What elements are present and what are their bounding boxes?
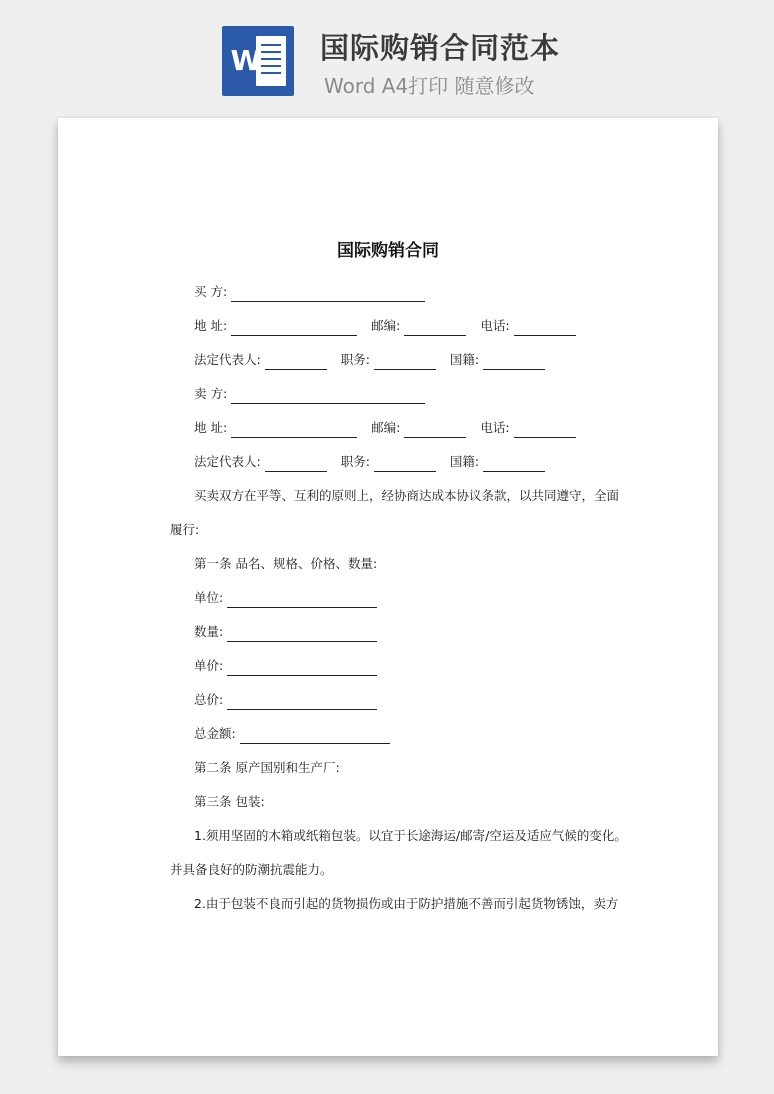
- quantity-label: 数量:: [194, 624, 224, 639]
- seller-address-label: 地 址:: [194, 420, 228, 435]
- total-amount-label: 总金额:: [194, 726, 236, 741]
- seller-phone-blank[interactable]: [514, 423, 576, 438]
- packing-1-line-1: 1.须用坚固的木箱或纸箱包装。以宜于长途海运/邮寄/空运及适应气候的变化。: [194, 828, 627, 843]
- buyer-rep-label: 法定代表人:: [194, 352, 261, 367]
- intro-line-1: 买卖双方在平等、互利的原则上，经协商达成本协议条款，以共同遵守，全面: [194, 488, 620, 503]
- quantity-row: [194, 622, 387, 642]
- article-3-heading: 第三条 包装:: [194, 794, 265, 809]
- buyer-postcode-blank[interactable]: [404, 321, 466, 336]
- seller-nationality-label: 国籍:: [449, 454, 480, 469]
- buyer-nationality-blank[interactable]: [483, 355, 545, 370]
- buyer-address-row: [194, 316, 586, 336]
- word-icon-letter: W: [230, 44, 262, 77]
- intro-line-2: 履行:: [170, 522, 200, 537]
- word-app-icon: [222, 26, 294, 96]
- seller-party-label: 卖 方:: [194, 386, 228, 401]
- total-price-blank[interactable]: [227, 695, 377, 710]
- unit-blank[interactable]: [227, 593, 377, 608]
- banner-subtitle: Word A4打印 随意修改: [324, 74, 535, 98]
- buyer-party-row: [194, 282, 435, 302]
- buyer-party-label: 买 方:: [194, 284, 228, 299]
- buyer-position-label: 职务:: [340, 352, 370, 367]
- article-1-heading: 第一条 品名、规格、价格、数量:: [194, 556, 378, 571]
- buyer-nationality-label: 国籍:: [449, 352, 480, 367]
- buyer-phone-blank[interactable]: [514, 321, 576, 336]
- buyer-address-label: 地 址:: [194, 318, 228, 333]
- packing-2-line-1: 2.由于包装不良而引起的货物损伤或由于防护措施不善而引起货物锈蚀，卖方: [194, 896, 619, 911]
- buyer-party-blank[interactable]: [231, 287, 425, 302]
- seller-rep-blank[interactable]: [265, 457, 327, 472]
- unit-row: [194, 588, 387, 608]
- banner: [0, 0, 774, 118]
- total-amount-row: [194, 724, 400, 744]
- document-page: [58, 118, 718, 1056]
- unit-label: 单位:: [194, 590, 224, 605]
- seller-position-label: 职务:: [340, 454, 370, 469]
- unit-price-row: [194, 656, 387, 676]
- buyer-rep-row: [194, 350, 555, 370]
- seller-nationality-blank[interactable]: [483, 457, 545, 472]
- seller-address-row: [194, 418, 586, 438]
- buyer-address-blank[interactable]: [231, 321, 357, 336]
- buyer-postcode-label: 邮编:: [371, 318, 401, 333]
- buyer-rep-blank[interactable]: [265, 355, 327, 370]
- seller-party-row: [194, 384, 435, 404]
- seller-position-blank[interactable]: [374, 457, 436, 472]
- buyer-position-blank[interactable]: [374, 355, 436, 370]
- banner-title: 国际购销合同范本: [320, 31, 561, 65]
- unit-price-label: 单价:: [194, 658, 224, 673]
- seller-rep-label: 法定代表人:: [194, 454, 261, 469]
- seller-postcode-blank[interactable]: [404, 423, 466, 438]
- quantity-blank[interactable]: [227, 627, 377, 642]
- seller-party-blank[interactable]: [231, 389, 425, 404]
- document-title: 国际购销合同: [337, 241, 439, 261]
- total-price-row: [194, 690, 387, 710]
- unit-price-blank[interactable]: [227, 661, 377, 676]
- seller-phone-label: 电话:: [480, 420, 510, 435]
- buyer-phone-label: 电话:: [480, 318, 510, 333]
- packing-1-line-2: 并具备良好的防潮抗震能力。: [170, 862, 333, 877]
- seller-postcode-label: 邮编:: [371, 420, 401, 435]
- total-price-label: 总价:: [194, 692, 224, 707]
- seller-address-blank[interactable]: [231, 423, 357, 438]
- total-amount-blank[interactable]: [240, 729, 390, 744]
- article-2-heading: 第二条 原产国别和生产厂:: [194, 760, 340, 775]
- seller-rep-row: [194, 452, 555, 472]
